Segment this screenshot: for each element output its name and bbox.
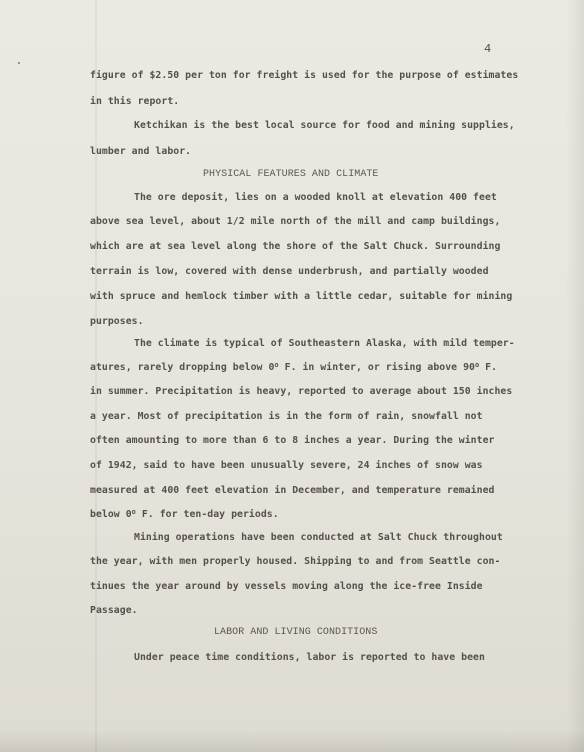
climate-line-8-part-b: F. for ten-day periods. [135, 509, 279, 520]
page-number: 4 [484, 42, 492, 56]
mining-line-2: the year, with men properly housed. Shipping to and from Seattle con- [90, 556, 501, 567]
climate-line-4: a year. Most of precipitation is in the form of rain, snowfall not [90, 411, 483, 422]
climate-line-1: The climate is typical of Southeastern Alaska, with mild temper- [134, 338, 515, 349]
paper-speck [18, 62, 20, 64]
climate-line-8-part-a: below 0 [90, 509, 132, 520]
section-heading-labor-living: LABOR AND LIVING CONDITIONS [214, 627, 378, 638]
ketchikan-line-2: lumber and labor. [90, 146, 192, 157]
paper-bottom-shadow [0, 730, 584, 752]
ore-line-2: above sea level, about 1/2 mile north of the mill and camp buildings, [90, 216, 501, 227]
climate-line-2-part-b: F. in winter, or rising above 90 [278, 362, 475, 373]
paper-fold-line [95, 0, 97, 752]
mining-line-3: tinues the year around by vessels moving along the ice-free Inside [90, 581, 483, 592]
climate-line-5: often amounting to more than 6 to 8 inches a year. During the winter [90, 435, 495, 446]
degree-superscript-1: o [274, 361, 279, 369]
intro-line-1: figure of $2.50 per ton for freight is used for the purpose of estimates [90, 70, 519, 81]
labor-line-1: Under peace time conditions, labor is reported to have been [134, 652, 485, 663]
climate-line-8 [90, 509, 279, 521]
paper-edge-shadow [566, 0, 584, 752]
climate-line-2-part-a: atures, rarely dropping below 0 [90, 362, 275, 373]
climate-line-3: in summer. Precipitation is heavy, reported to average about 150 inches [90, 386, 513, 397]
degree-superscript-2: o [474, 361, 480, 369]
climate-line-2 [90, 362, 497, 374]
ore-line-6: purposes. [90, 316, 144, 327]
ore-line-1: The ore deposit, lies on a wooded knoll at elevation 400 feet [134, 192, 497, 203]
climate-line-6: of 1942, said to have been unusually severe, 24 inches of snow was [90, 460, 483, 471]
degree-superscript-3: o [131, 508, 136, 516]
section-heading-physical-features: PHYSICAL FEATURES AND CLIMATE [203, 169, 379, 180]
ore-line-4: terrain is low, covered with dense underbrush, and partially wooded [90, 266, 489, 277]
ketchikan-line-1: Ketchikan is the best local source for food and mining supplies, [134, 120, 515, 131]
climate-line-7: measured at 400 feet elevation in December, and temperature remained [90, 485, 495, 496]
intro-line-2: in this report. [90, 96, 180, 107]
mining-line-1: Mining operations have been conducted at Salt Chuck throughout [134, 532, 503, 543]
climate-line-2-part-c: F. [479, 362, 498, 373]
ore-line-3: which are at sea level along the shore of the Salt Chuck. Surrounding [90, 241, 501, 252]
mining-line-4: Passage. [90, 605, 138, 616]
ore-line-5: with spruce and hemlock timber with a little cedar, suitable for mining [90, 291, 513, 302]
